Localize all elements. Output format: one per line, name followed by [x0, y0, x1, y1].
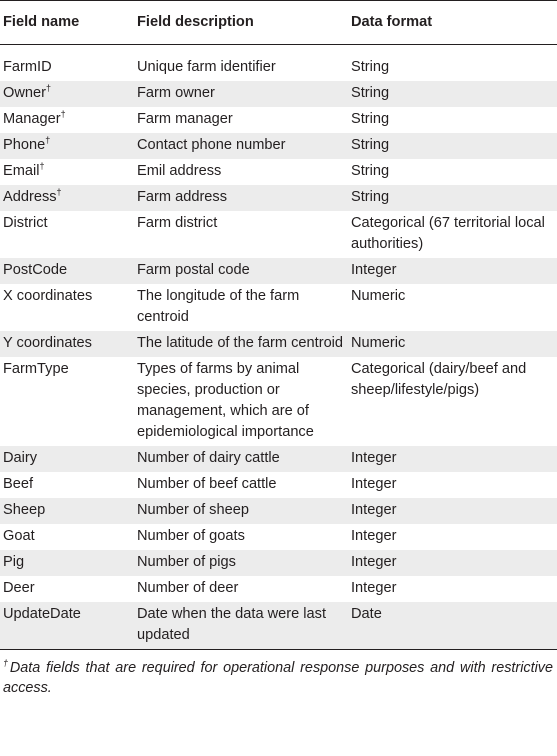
table-row — [0, 550, 557, 576]
cell-field-name-text: Manager — [3, 111, 61, 127]
cell-field-description-text: Number of sheep — [137, 502, 249, 518]
header-field-description: Field description — [137, 1, 351, 45]
cell-field-name-text: Dairy — [3, 450, 38, 466]
cell-field-name-text: Sheep — [3, 502, 46, 518]
cell-field-name-text: FarmType — [3, 361, 69, 377]
cell-field-description-text: Farm manager — [137, 111, 233, 127]
restricted-dagger-mark: † — [45, 83, 51, 93]
cell-field-description — [137, 524, 351, 550]
cell-field-name — [0, 159, 137, 185]
cell-data-format-text: String — [351, 163, 390, 179]
cell-field-description — [137, 472, 351, 498]
cell-field-description-text: Unique farm identifier — [137, 59, 276, 75]
footnote-text: Data fields that are required for operational response purposes and with restrictive access. — [3, 659, 553, 696]
cell-data-format — [351, 331, 557, 357]
cell-field-description — [137, 185, 351, 211]
cell-field-description-text: Contact phone number — [137, 137, 286, 153]
table-row — [0, 446, 557, 472]
table-row — [0, 357, 557, 446]
table-header — [0, 1, 557, 45]
cell-field-name — [0, 107, 137, 133]
cell-data-format-text: Integer — [351, 580, 397, 596]
cell-data-format — [351, 550, 557, 576]
cell-data-format-text: String — [351, 85, 390, 101]
cell-data-format — [351, 159, 557, 185]
cell-field-name-text: Y coordinates — [3, 335, 92, 351]
cell-field-name — [0, 258, 137, 284]
cell-data-format — [351, 357, 557, 446]
cell-data-format — [351, 284, 557, 331]
footnote-dagger: † — [3, 657, 10, 668]
cell-field-name-text: Pig — [3, 554, 25, 570]
table-row — [0, 159, 557, 185]
cell-field-name-text: UpdateDate — [3, 606, 81, 622]
cell-field-name-text: Address — [3, 189, 57, 205]
cell-field-description-text: Number of deer — [137, 580, 239, 596]
cell-data-format — [351, 45, 557, 81]
cell-field-name — [0, 498, 137, 524]
cell-data-format — [351, 472, 557, 498]
cell-field-name-text: PostCode — [3, 262, 68, 278]
cell-field-description — [137, 357, 351, 446]
table-row — [0, 185, 557, 211]
table-row — [0, 498, 557, 524]
cell-field-description-text: Farm owner — [137, 85, 215, 101]
table-row — [0, 331, 557, 357]
cell-field-description — [137, 159, 351, 185]
cell-field-name — [0, 185, 137, 211]
table-row — [0, 524, 557, 550]
cell-data-format-text: Integer — [351, 528, 397, 544]
cell-field-name-text: Deer — [3, 580, 35, 596]
cell-data-format-text: String — [351, 189, 390, 205]
table-row — [0, 211, 557, 258]
cell-data-format-text: Integer — [351, 450, 397, 466]
cell-data-format-text: Categorical (67 territorial local authorities) — [351, 215, 545, 252]
restricted-dagger-mark: † — [56, 187, 62, 197]
cell-field-description — [137, 133, 351, 159]
cell-field-name — [0, 357, 137, 446]
cell-field-description-text: The longitude of the farm centroid — [137, 288, 300, 325]
cell-field-name — [0, 472, 137, 498]
cell-field-description — [137, 81, 351, 107]
table-row — [0, 45, 557, 81]
cell-field-description-text: Date when the data were last updated — [137, 606, 327, 643]
cell-field-description-text: Number of beef cattle — [137, 476, 277, 492]
cell-data-format — [351, 258, 557, 284]
header-row — [0, 1, 557, 45]
table-row — [0, 472, 557, 498]
cell-field-name — [0, 602, 137, 650]
cell-field-description — [137, 45, 351, 81]
table-row — [0, 576, 557, 602]
cell-field-description-text: Number of dairy cattle — [137, 450, 280, 466]
cell-field-name — [0, 331, 137, 357]
cell-data-format — [351, 498, 557, 524]
cell-field-name — [0, 446, 137, 472]
table-body — [0, 45, 557, 650]
cell-field-description-text: Emil address — [137, 163, 222, 179]
cell-data-format-text: Numeric — [351, 288, 406, 304]
cell-field-name — [0, 45, 137, 81]
cell-field-name-text: Beef — [3, 476, 34, 492]
table-row — [0, 133, 557, 159]
cell-data-format — [351, 446, 557, 472]
table-row — [0, 602, 557, 650]
cell-field-name-text: FarmID — [3, 59, 52, 75]
cell-data-format — [351, 524, 557, 550]
cell-field-name-text: Phone — [3, 137, 46, 153]
cell-data-format-text: String — [351, 111, 390, 127]
cell-data-format — [351, 81, 557, 107]
cell-field-description — [137, 284, 351, 331]
table-row — [0, 107, 557, 133]
cell-data-format-text: String — [351, 137, 390, 153]
cell-field-description — [137, 446, 351, 472]
cell-field-name — [0, 81, 137, 107]
cell-field-description-text: Number of goats — [137, 528, 245, 544]
table-footnote — [0, 650, 557, 698]
restricted-dagger-mark: † — [45, 135, 51, 145]
cell-field-name — [0, 133, 137, 159]
cell-field-description-text: Number of pigs — [137, 554, 236, 570]
cell-field-description — [137, 331, 351, 357]
cell-field-name-text: Owner — [3, 85, 46, 101]
cell-field-name — [0, 524, 137, 550]
cell-field-description — [137, 107, 351, 133]
cell-field-description-text: Farm district — [137, 215, 218, 231]
cell-field-description — [137, 576, 351, 602]
cell-data-format — [351, 107, 557, 133]
cell-field-name — [0, 284, 137, 331]
cell-data-format — [351, 133, 557, 159]
cell-field-description-text: Farm address — [137, 189, 228, 205]
table-row — [0, 284, 557, 331]
cell-field-description-text: Farm postal code — [137, 262, 250, 278]
cell-field-description — [137, 211, 351, 258]
header-field-name: Field name — [0, 1, 137, 45]
cell-data-format-text: Integer — [351, 554, 397, 570]
cell-field-name-text: X coordinates — [3, 288, 93, 304]
cell-data-format — [351, 185, 557, 211]
cell-field-description — [137, 498, 351, 524]
restricted-dagger-mark: † — [60, 109, 66, 119]
cell-data-format-text: Integer — [351, 262, 397, 278]
cell-field-name-text: Email — [3, 163, 40, 179]
cell-field-name — [0, 550, 137, 576]
cell-field-description-text: Types of farms by animal species, production or management, which are of epidemiological importance — [137, 361, 314, 440]
cell-data-format-text: Date — [351, 606, 382, 622]
cell-field-name-text: Goat — [3, 528, 35, 544]
cell-data-format-text: Integer — [351, 502, 397, 518]
header-data-format: Data format — [351, 1, 557, 45]
cell-field-name — [0, 576, 137, 602]
cell-data-format-text: Numeric — [351, 335, 406, 351]
cell-data-format-text: Integer — [351, 476, 397, 492]
cell-data-format-text: Categorical (dairy/beef and sheep/lifestyle/pigs) — [351, 361, 527, 398]
cell-field-description — [137, 258, 351, 284]
cell-field-description — [137, 602, 351, 650]
cell-field-name — [0, 211, 137, 258]
cell-data-format-text: String — [351, 59, 390, 75]
cell-field-description-text: The latitude of the farm centroid — [137, 335, 344, 351]
cell-field-description — [137, 550, 351, 576]
table-row — [0, 81, 557, 107]
cell-field-name-text: District — [3, 215, 48, 231]
cell-data-format — [351, 602, 557, 650]
cell-data-format — [351, 211, 557, 258]
cell-data-format — [351, 576, 557, 602]
restricted-dagger-mark: † — [39, 161, 45, 171]
table-row — [0, 258, 557, 284]
